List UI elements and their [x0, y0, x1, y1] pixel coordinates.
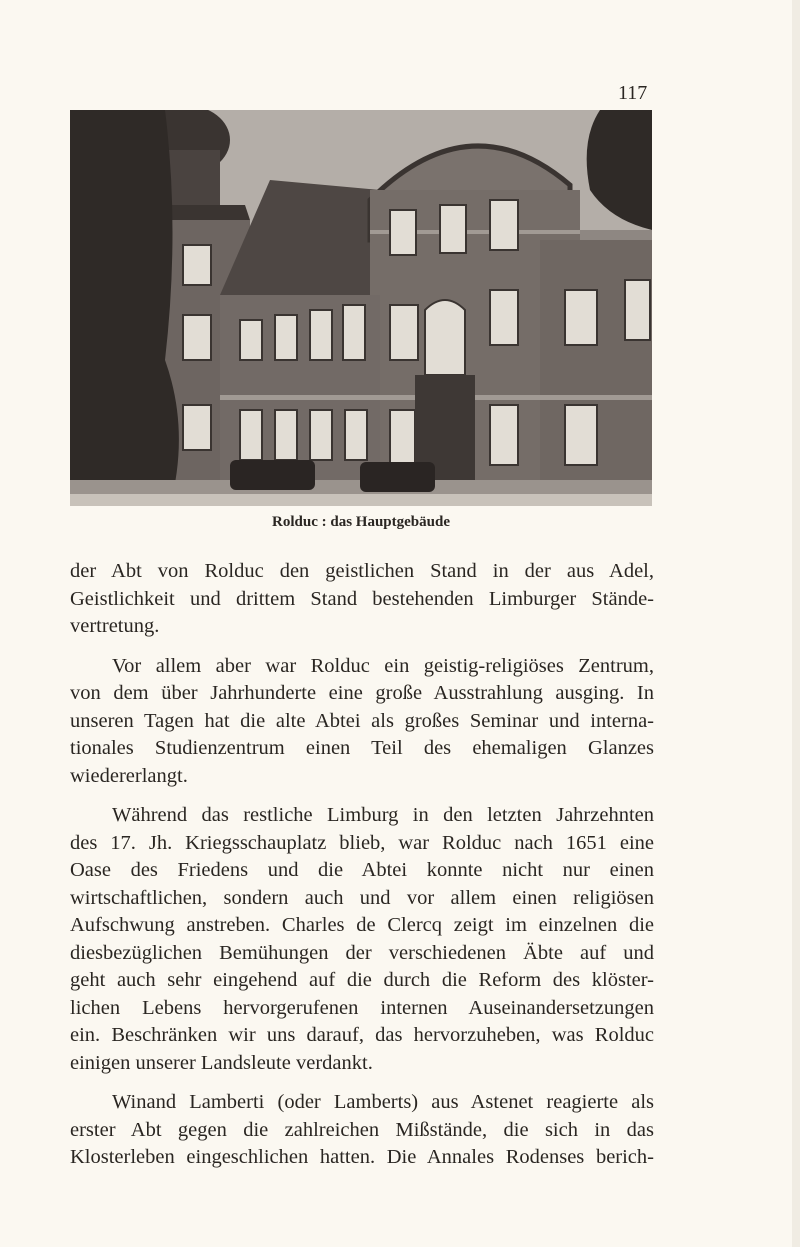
text-line: Während das restliche Limburg in den letzten Jahrzehnten: [112, 804, 654, 826]
text-line: Winand Lamberti (oder Lamberts) aus Astenet reagierte als: [112, 1091, 654, 1113]
photo-rolduc-main-building: [70, 110, 652, 506]
text-line: von dem über Jahrhunderte eine große Ausstrahlung ausging. In: [70, 682, 654, 704]
text-line: der Abt von Rolduc den geistlichen Stand in der aus Adel,: [70, 560, 654, 582]
paragraph-3: [70, 802, 654, 1077]
text-line: tionales Studienzentrum einen Teil des ehemaligen Glanzes: [70, 737, 654, 759]
text-line: erster Abt gegen die zahlreichen Mißstände, die sich in das: [70, 1118, 654, 1141]
page-number: 117: [618, 82, 648, 104]
text-line: Geistlichkeit und drittem Stand bestehenden Limburger Stände-: [70, 587, 654, 610]
text-line: wiedererlangt.: [70, 764, 188, 787]
page-edge: [792, 0, 800, 1247]
figure-caption: Rolduc : das Hauptgebäude: [272, 514, 450, 530]
body-text: [70, 558, 654, 1184]
paragraph-1: [70, 558, 654, 641]
text-line: Aufschwung anstreben. Charles de Clercq zeigt im einzelnen die: [70, 914, 654, 936]
text-line: Klosterleben eingeschlichen hatten. Die Annales Rodenses berich-: [70, 1146, 654, 1168]
text-line: vertretung.: [70, 615, 160, 637]
text-line: ein. Beschränken wir uns darauf, das hervorzuheben, was Rolduc: [70, 1024, 654, 1046]
text-line: wirtschaftlichen, sondern auch und vor allem einen religiösen: [70, 886, 654, 909]
text-line: diesbezüglichen Bemühungen der verschiedenen Äbte auf und: [70, 941, 654, 964]
paragraph-2: [70, 653, 654, 791]
text-line: Vor allem aber war Rolduc ein geistig-religiöses Zentrum,: [112, 654, 654, 677]
text-line: einigen unserer Landsleute verdankt.: [70, 1051, 373, 1074]
text-line: des 17. Jh. Kriegsschauplatz blieb, war Rolduc nach 1651 eine: [70, 831, 654, 854]
text-line: lichen Lebens hervorgerufenen internen Auseinandersetzungen: [70, 996, 654, 1019]
paragraph-4: [70, 1089, 654, 1172]
text-line: Oase des Friedens und die Abtei konnte nicht nur einen: [70, 859, 654, 881]
text-line: geht auch sehr eingehend auf die durch die Reform des klöster-: [70, 969, 654, 991]
text-line: unseren Tagen hat die alte Abtei als großes Seminar und interna-: [70, 709, 654, 732]
